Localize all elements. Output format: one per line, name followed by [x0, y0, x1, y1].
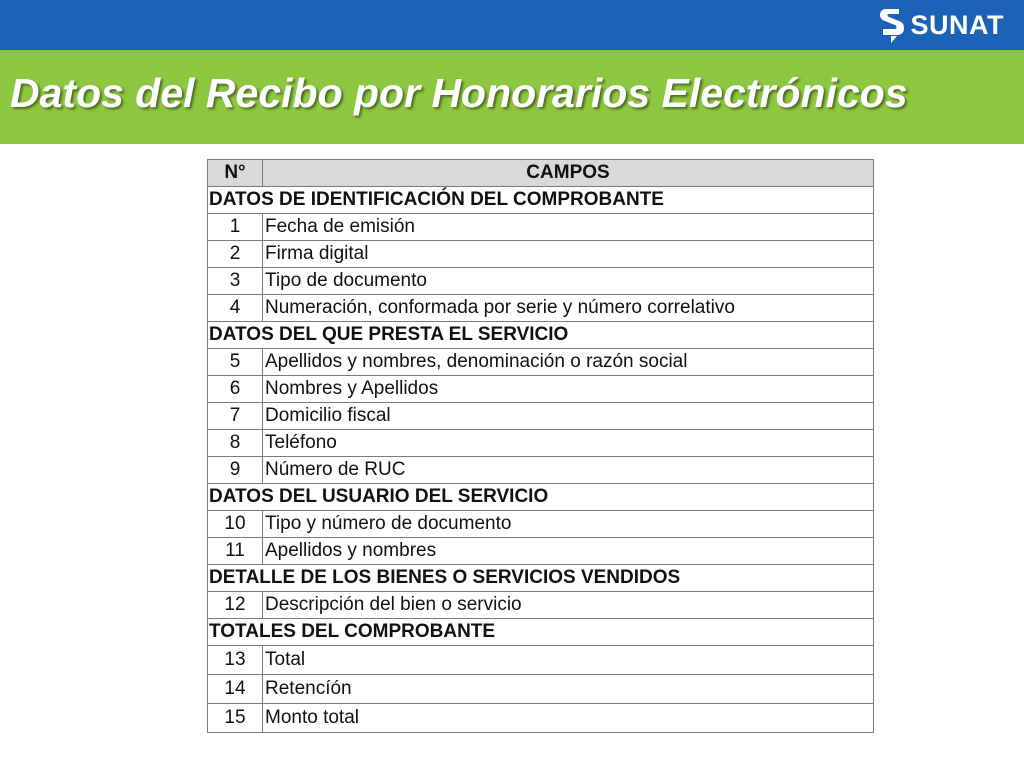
row-number: 1	[208, 214, 263, 241]
section-row	[208, 187, 874, 214]
sunat-logo-icon	[877, 5, 907, 45]
title-bar	[0, 50, 1024, 144]
row-number: 4	[208, 295, 263, 322]
row-number: 8	[208, 430, 263, 457]
section-title: DATOS DE IDENTIFICACIÓN DEL COMPROBANTE	[208, 187, 874, 214]
table-row	[208, 646, 874, 675]
row-number: 11	[208, 538, 263, 565]
row-field: Número de RUC	[263, 457, 874, 484]
table-row	[208, 349, 874, 376]
row-field: Tipo y número de documento	[263, 511, 874, 538]
table-row	[208, 403, 874, 430]
row-field: Fecha de emisión	[263, 214, 874, 241]
row-number: 3	[208, 268, 263, 295]
row-number: 6	[208, 376, 263, 403]
row-field: Retencíón	[263, 675, 874, 704]
row-number: 13	[208, 646, 263, 675]
row-field: Numeración, conformada por serie y número correlativo	[263, 295, 874, 322]
section-title: DATOS DEL USUARIO DEL SERVICIO	[208, 484, 874, 511]
header-number: N°	[208, 160, 263, 187]
row-field: Tipo de documento	[263, 268, 874, 295]
table-row	[208, 538, 874, 565]
row-number: 10	[208, 511, 263, 538]
table-row	[208, 268, 874, 295]
table-row	[208, 295, 874, 322]
table-row	[208, 376, 874, 403]
row-field: Domicilio fiscal	[263, 403, 874, 430]
section-row	[208, 484, 874, 511]
section-title: DETALLE DE LOS BIENES O SERVICIOS VENDIDOS	[208, 565, 874, 592]
table-row	[208, 675, 874, 704]
row-field: Apellidos y nombres, denominación o razón social	[263, 349, 874, 376]
section-title: TOTALES DEL COMPROBANTE	[208, 619, 874, 646]
row-number: 9	[208, 457, 263, 484]
row-field: Total	[263, 646, 874, 675]
row-number: 2	[208, 241, 263, 268]
header-fields: CAMPOS	[263, 160, 874, 187]
logo-text: SUNAT	[910, 9, 1004, 40]
table-row	[208, 214, 874, 241]
sunat-logo	[877, 4, 1005, 46]
row-field: Descripción del bien o servicio	[263, 592, 874, 619]
row-field: Monto total	[263, 704, 874, 733]
row-number: 14	[208, 675, 263, 704]
row-number: 7	[208, 403, 263, 430]
section-row	[208, 322, 874, 349]
page-title: Datos del Recibo por Honorarios Electrónicos	[10, 70, 908, 116]
table-row	[208, 241, 874, 268]
table-row	[208, 430, 874, 457]
row-field: Firma digital	[263, 241, 874, 268]
row-field: Nombres y Apellidos	[263, 376, 874, 403]
table-row	[208, 511, 874, 538]
table-header-row	[208, 160, 874, 187]
row-number: 15	[208, 704, 263, 733]
table-row	[208, 704, 874, 733]
row-number: 5	[208, 349, 263, 376]
section-title: DATOS DEL QUE PRESTA EL SERVICIO	[208, 322, 874, 349]
row-field: Teléfono	[263, 430, 874, 457]
row-number: 12	[208, 592, 263, 619]
top-bar	[0, 0, 1024, 50]
table-row	[208, 457, 874, 484]
fields-table	[207, 159, 874, 733]
row-field: Apellidos y nombres	[263, 538, 874, 565]
table-row	[208, 592, 874, 619]
section-row	[208, 619, 874, 646]
section-row	[208, 565, 874, 592]
